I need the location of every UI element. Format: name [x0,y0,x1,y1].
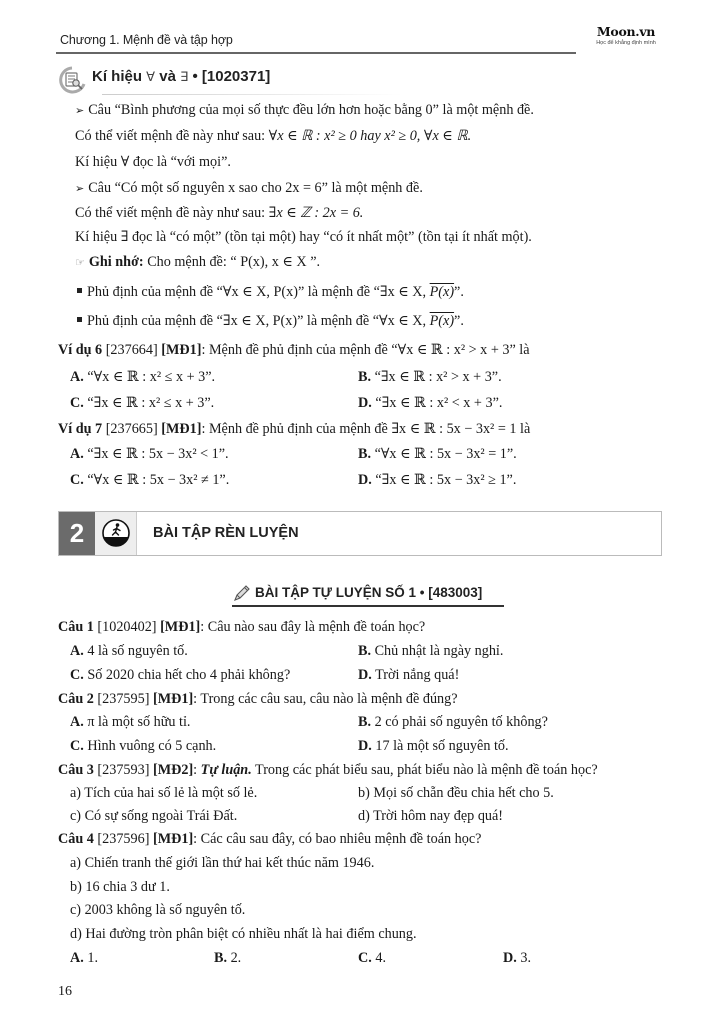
option-d[interactable] [358,738,509,755]
example-label: Ví dụ 6 [58,342,103,358]
statement-d [358,808,503,825]
option-letter: D. [358,472,372,488]
statement-a [70,785,257,802]
option-c[interactable] [70,667,290,684]
difficulty-level: [MĐ1] [152,691,194,707]
negated-predicate: P(x) [429,284,455,300]
heading-text: Kí hiệu [92,68,147,85]
option-letter: A. [70,369,84,385]
option-letter: D. [503,950,517,966]
page-number: 16 [58,984,72,999]
question-text: : Trong các câu sau, câu nào là mệnh đề đúng? [193,691,458,707]
negation-rule [77,313,464,330]
line-text: Có thể viết mệnh đề này như sau: [75,205,269,221]
option-letter: B. [358,714,372,730]
option-letter: B. [358,369,372,385]
option-c[interactable] [70,738,216,755]
option-b[interactable] [358,714,548,731]
statement-text: b) Mọi số chẵn đều chia hết cho 5. [358,785,554,801]
rule-text: Phủ định của mệnh đề “∃x ∈ X, P(x)” là mệnh đề “∀x ∈ X, [87,313,430,329]
exists-symbol: ∃ [180,70,189,85]
option-text: “∀x ∈ ℝ : 5x − 3x² ≠ 1”. [83,472,230,488]
arrow-bullet-icon: ➢ [75,104,85,117]
negated-predicate: P(x) [429,313,455,329]
option-c[interactable] [358,950,386,967]
option-text: “∃x ∈ ℝ : x² ≤ x + 3”. [83,395,215,411]
pointing-hand-icon: ☞ [75,256,85,269]
section-number: 2 [59,512,95,555]
line-text: Câu “Có một số nguyên x sao cho 2x = 6” là một mệnh đề. [88,180,423,196]
subsection-underline [232,605,504,607]
statement-c [70,902,245,919]
example-code: [237665] [102,421,162,437]
question-label: Câu 3 [58,762,94,778]
option-text: “∃x ∈ ℝ : x² < x + 3”. [371,395,503,411]
subsection-title: BÀI TẬP TỰ LUYỆN SỐ 1 • [483003] [255,585,483,600]
negation-rule [77,284,464,301]
option-d[interactable] [358,667,459,684]
option-letter: B. [358,446,372,462]
question [58,762,598,779]
option-text: Chủ nhật là ngày nghỉ. [371,643,504,659]
question [58,619,425,636]
difficulty-level: [MĐ2] [152,762,194,778]
question [58,691,458,708]
brand-logo [586,24,666,46]
document-search-icon [58,66,86,94]
option-b[interactable] [358,643,503,660]
question-label: Câu 1 [58,619,94,635]
option-d[interactable] [358,472,516,489]
remember-note [75,254,320,271]
option-b[interactable] [214,950,241,967]
line-text: Kí hiệu ∀ đọc là “với mọi”. [75,154,231,170]
difficulty-level: [MĐ1] [161,342,202,358]
example-label: Ví dụ 7 [58,421,103,437]
option-a[interactable] [70,950,98,967]
option-a[interactable] [70,643,188,660]
option-text: 17 là một số nguyên tố. [371,738,509,754]
question-type: Tự luận. [200,762,252,778]
pencil-icon [232,583,252,603]
rule-text: Phủ định của mệnh đề “∀x ∈ X, P(x)” là mệnh đề “∃x ∈ X, [87,284,430,300]
statement-d [70,926,417,943]
option-d[interactable] [358,395,502,412]
option-text: 4. [371,950,386,966]
question-label: Câu 4 [58,831,94,847]
colon: : [193,762,201,778]
heading-code: • [1020371] [188,68,271,85]
statement-b [358,785,554,802]
square-bullet-icon [77,288,82,293]
option-d[interactable] [503,950,531,967]
option-letter: A. [70,446,84,462]
theory-line [75,154,231,171]
option-text: π là một số hữu tỉ. [83,714,191,730]
question-text: : Mệnh đề phủ định của mệnh đề “∀x ∈ ℝ : x² > x + 3” là [201,342,530,358]
brand-name: Moon.vn [596,24,656,39]
difficulty-level: [MĐ1] [161,421,202,437]
option-text: 4 là số nguyên tố. [83,643,188,659]
option-text: Trời nắng quá! [371,667,460,683]
arrow-bullet-icon: ➢ [75,182,85,195]
option-text: 2. [227,950,242,966]
option-letter: D. [358,667,372,683]
option-letter: A. [70,643,84,659]
option-letter: D. [358,395,372,411]
theory-line [75,128,471,145]
example-question [58,421,530,438]
option-b[interactable] [358,446,517,463]
option-letter: C. [70,667,84,683]
statement-a [70,855,374,872]
option-text: “∃x ∈ ℝ : 5x − 3x² < 1”. [83,446,229,462]
option-a[interactable] [70,446,229,463]
option-text: Số 2020 chia hết cho 4 phải không? [83,667,291,683]
theory-line [75,205,363,222]
option-letter: D. [358,738,372,754]
statement-text: a) Chiến tranh thế giới lần thứ hai kết thúc năm 1946. [70,855,375,871]
line-text: Kí hiệu ∃ đọc là “có một” (tồn tại một) hay “có ít nhất một” (tồn tại ít nhất một). [75,229,532,245]
section-heading-symbols [92,68,270,85]
statement-b [70,879,170,896]
option-text: 1. [83,950,98,966]
statement-text: b) 16 chia 3 dư 1. [70,879,170,895]
option-letter: C. [70,472,84,488]
option-c[interactable] [70,395,214,412]
runner-icon [101,518,131,548]
difficulty-level: [MĐ1] [152,831,194,847]
question-label: Câu 2 [58,691,94,707]
option-text: “∀x ∈ ℝ : 5x − 3x² = 1”. [371,446,517,462]
option-letter: C. [70,738,84,754]
option-a[interactable] [70,369,215,386]
question-code: [237593] [93,762,153,778]
math-expression: ∃x ∈ ℤ : 2x = 6. [268,205,364,221]
forall-symbol: ∀ [146,70,156,85]
option-c[interactable] [70,472,229,489]
square-bullet-icon [77,317,82,322]
option-text: 2 có phải số nguyên tố không? [371,714,548,730]
statement-c [70,808,237,825]
question-text: Trong các phát biểu sau, phát biểu nào là mệnh đề toán học? [251,762,598,778]
option-letter: C. [358,950,372,966]
math-expression: ∀x ∈ ℝ : x² ≥ 0 hay x² ≥ 0, ∀x ∈ ℝ. [268,128,472,144]
heading-text: và [155,68,181,85]
question-code: [237595] [93,691,153,707]
option-letter: A. [70,714,84,730]
line-text: Có thể viết mệnh đề này như sau: [75,128,269,144]
line-text: Câu “Bình phương của mọi số thực đều lớn hơn hoặc bằng 0” là một mệnh đề. [88,102,534,118]
rule-text: ”. [454,313,464,329]
question [58,831,481,848]
option-letter: C. [70,395,84,411]
option-b[interactable] [358,369,502,386]
statement-text: a) Tích của hai số lẻ là một số lẻ. [70,785,258,801]
theory-line [75,102,534,119]
option-letter: A. [70,950,84,966]
option-text: “∀x ∈ ℝ : x² ≤ x + 3”. [83,369,216,385]
question-text: : Câu nào sau đây là mệnh đề toán học? [200,619,426,635]
brand-tagline: Học để khẳng định mình [596,40,656,46]
question-text: : Các câu sau đây, có bao nhiêu mệnh đề toán học? [193,831,482,847]
section-2-header [58,511,662,556]
option-letter: B. [358,643,372,659]
remember-text: Cho mệnh đề: “ P(x), x ∈ X ”. [143,254,321,270]
rule-text: ”. [454,284,464,300]
question-code: [1020402] [93,619,161,635]
statement-text: c) 2003 không là số nguyên tố. [70,902,246,918]
option-text: Hình vuông có 5 cạnh. [83,738,217,754]
difficulty-level: [MĐ1] [160,619,201,635]
example-code: [237664] [102,342,162,358]
example-question [58,342,530,359]
icon-cell [95,512,137,555]
option-text: “∃x ∈ ℝ : x² > x + 3”. [371,369,502,385]
remember-label: Ghi nhớ: [88,254,144,270]
option-a[interactable] [70,714,190,731]
statement-text: d) Trời hôm nay đẹp quá! [358,808,504,824]
statement-text: c) Có sự sống ngoài Trái Đất. [70,808,238,824]
statement-text: d) Hai đường tròn phân biệt có nhiều nhất là hai điểm chung. [70,926,417,942]
heading-underline [102,94,402,95]
option-text: 3. [516,950,531,966]
option-letter: B. [214,950,228,966]
header-rule [56,52,576,54]
section-title: BÀI TẬP RÈN LUYỆN [153,525,299,541]
option-text: “∃x ∈ ℝ : 5x − 3x² ≥ 1”. [371,472,517,488]
theory-line [75,229,532,246]
question-text: : Mệnh đề phủ định của mệnh đề ∃x ∈ ℝ : 5x − 3x² = 1 là [201,421,531,437]
chapter-title: Chương 1. Mệnh đề và tập hợp [60,33,233,47]
question-code: [237596] [93,831,153,847]
theory-line [75,180,423,197]
